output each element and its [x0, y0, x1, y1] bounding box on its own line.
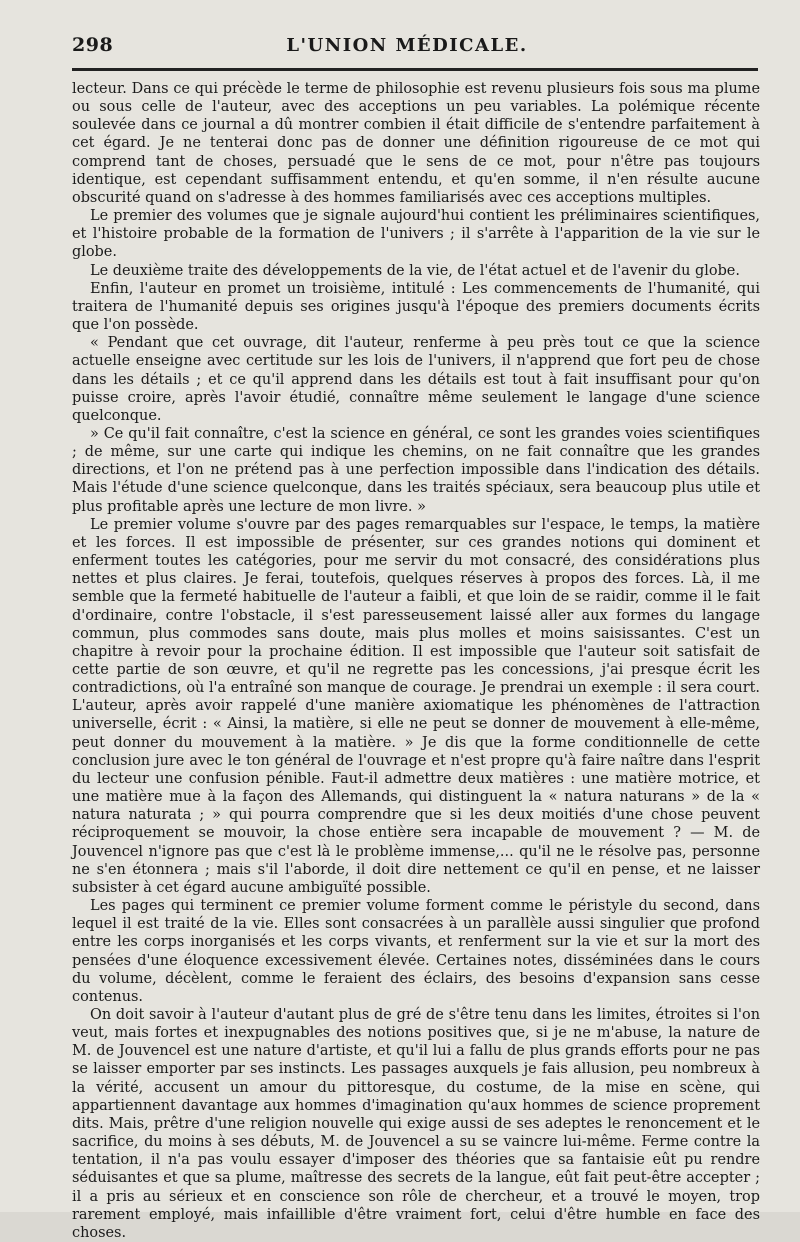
paragraph: On doit savoir à l'auteur d'autant plus de gré de s'être tenu dans les limites, étroites si l'on veut, mais fortes et inexpugnables des notions positives que, si je ne m'abuse, la nature de M. de Jouvencel est une nature d'artiste, et qu'il lui a fallu de plus grands efforts pour ne pas se laisser emporter par ses instincts. Les passages auxquels je fais allusion, peu nombreux à la vérité, accusent un amour du pittoresque, du costume, de la mise en scène, qui appartiennent davantage aux hommes d'imagination qu'aux hommes de science proprement dits. Mais, prêtre d'une religion nouvelle qui exige aussi de ses adeptes le renoncement et le sacrifice, du moins à ses débuts, M. de Jouvencel a su se vaincre lui-même. Ferme contre la tentation, il n'a pas voulu essayer d'imposer des théories que sa fantaisie eût pu rendre séduisantes et que sa plume, maîtresse des secrets de la langue, eût fait peut-être accepter ; il a pris au sérieux et en conscience son rôle de chercheur, et a trouvé le moyen, trop rarement employé, mais infaillible d'être vraiment fort, celui d'être humble en face des choses. — [72, 1006, 760, 1241]
paragraph: Enfin, l'auteur en promet un troisième, intitulé : Les commencements de l'humanité, qui traitera de l'humanité depuis ses origines jusqu'à l'époque des premiers documents écrits que l'on possède. — [72, 280, 760, 334]
page-number: 298 — [72, 34, 114, 56]
paragraph: Le premier des volumes que je signale aujourd'hui contient les préliminaires scientifiques, et l'histoire probable de la formation de l'univers ; il s'arrête à l'apparition de la vie sur le globe. — [72, 208, 760, 261]
paragraph-quote: « Pendant que cet ouvrage, dit l'auteur, renferme à peu près tout ce que la science actuelle enseigne avec certitude sur les lois de l'univers, il n'apprend que fort peu de chose dans les détails ; et ce qu'il apprend dans les détails est tout à fait insuffisant pour qu'on puisse croire, après l'avoir étudié, connaître même seulement le langage d'une science quelconque. — [72, 335, 760, 424]
paragraph: Le deuxième traite des développements de la vie, de l'état actuel et de l'avenir du globe. — [90, 262, 740, 279]
paragraph: lecteur. Dans ce qui précède le terme de philosophie est revenu plusieurs fois sous ma plume ou sous celle de l'auteur, avec des acceptions un peu variables. La polémique récente soulevée dans ce journal a dû montrer combien il était difficile de s'entendre parfaitement à cet égard. Je ne tenterai donc pas de donner une définition rigoureuse de ce mot qui comprend tant de choses, persuadé que le sens de ce mot, pour n'être pas toujours identique, est cependant suffisamment entendu, et qu'en somme, il n'en résulte aucune obscurité quand on s'adresse à des hommes familiarisés avec ces acceptions multiples. — [72, 81, 760, 206]
running-title: L'UNION MÉDICALE. — [286, 35, 528, 56]
header-rule — [72, 68, 758, 71]
page-header — [72, 34, 742, 58]
paragraph-quote: » Ce qu'il fait connaître, c'est la science en général, ce sont les grandes voies scientifiques ; de même, sur une carte qui indique les chemins, on ne fait connaître que les grandes directions, et l'on ne prétend pas à une perfection impossible dans l'indication des détails. Mais l'étude d'une science quelconque, dans les traités spéciaux, sera beaucoup plus utile et plus profitable après une lecture de mon livre. » — [72, 425, 760, 515]
paragraph: Les pages qui terminent ce premier volume forment comme le péristyle du second, dans lequel il est traité de la vie. Elles sont consacrées à un parallèle aussi singulier que profond entre les corps inorganisés et les corps vivants, et renferment sur la vie et sur la mort des pensées d'une éloquence excessivement élevée. Certaines notes, disséminées dans le cours du volume, décèlent, comme le feraient des éclairs, des besoins d'expansion sans cesse contenus. — [72, 898, 760, 1005]
article-body — [72, 80, 760, 1242]
paragraph: Le premier volume s'ouvre par des pages remarquables sur l'espace, le temps, la matière et les forces. Il est impossible de présenter, sur ces grandes notions qui dominent et enferment toutes les catégories, pour me servir du mot consacré, des considérations plus nettes et plus claires. Je ferai, toutefois, quelques réserves à propos des forces. Là, il me semble que la fermeté habituelle de l'auteur a faibli, et que loin de se raidir, comme il le fait d'ordinaire, contre l'obstacle, il s'est paresseusement laissé aller aux formes du langage commun, plus commodes sans doute, mais plus molles et moins saisissantes. C'est un chapitre à revoir pour la prochaine édition. Il est impossible que l'auteur soit satisfait de cette partie de son œuvre, et qu'il ne regrette pas les concessions, j'ai presque écrit les contradictions, où l'a entraîné son manque de courage. Je prendrai un exemple : il sera court. L'auteur, après avoir rappelé d'une manière axiomatique les phénomènes de l'attraction universelle, écrit : « Ainsi, la matière, si elle ne peut se donner de mouvement à elle-même, peut donner du mouvement à la matière. » Je dis que la forme conditionnelle de cette conclusion jure avec le ton général de l'ouvrage et n'est propre qu'à faire naître dans l'esprit du lecteur une confusion pénible. Faut-il admettre deux matières : une matière motrice, et une matière mue à la façon des Allemands, qui distinguent la « natura naturans » de la « natura naturata ; » qui pourra comprendre que si les deux moitiés d'une chose peuvent réciproquement se mouvoir, la chose entière sera incapable de mouvement ? — M. de Jouvencel n'ignore pas que c'est là le problème immense,... qu'il ne le résolve pas, personne ne s'en étonnera ; mais s'il l'aborde, il doit dire nettement ce qu'il en pense, et ne laisser subsister à cet égard aucune ambiguïté possible. — [72, 516, 760, 896]
